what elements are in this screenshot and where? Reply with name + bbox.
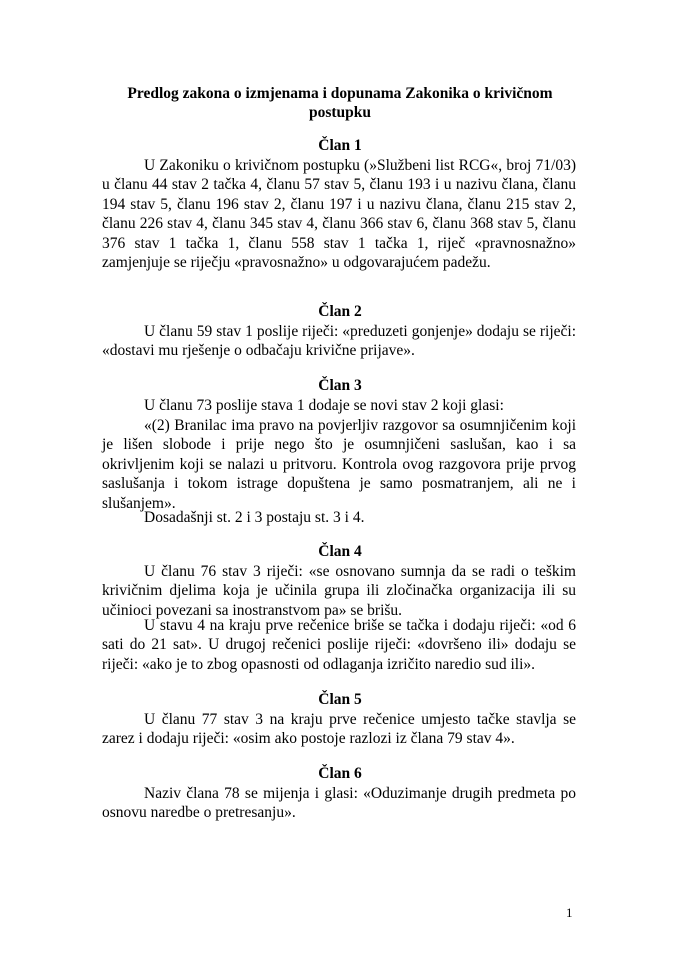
article-heading-3: Član 3 bbox=[318, 377, 362, 394]
article-heading-1: Član 1 bbox=[318, 137, 362, 154]
article-4-paragraph-1: U članu 76 stav 3 riječi: «se osnovano sumnja da se radi o teškim krivičnim djelima koja je učinila grupa ili zločinačka organizacija ili su učinioci povezani sa inostranstvom pa» se brišu. bbox=[102, 563, 576, 619]
article-4-paragraph-2: U stavu 4 na kraju prve rečenice briše se tačka i dodaju riječi: «od 6 sati do 21 sat». U drugoj rečenici poslije riječi: «dovršeno ili» dodaju se riječi: «ako je to zbog opasnosti od odlaganja izričito naredio sud ili». bbox=[102, 617, 576, 673]
article-3-paragraph-2: «(2) Branilac ima pravo na povjerljiv razgovor sa osumnjičenim koji je lišen slobode i prije nego što je osumnjičeni saslušan, kao i sa okrivljenim koji se nalazi u pritvoru. Kontrola ovog razgovora prije prvog saslušanja i tokom istrage dopuštena je samo posmatranjem, ali ne i slušanjem». bbox=[102, 417, 576, 512]
article-heading-4: Član 4 bbox=[318, 543, 362, 560]
article-2-paragraph-1: U članu 59 stav 1 poslije riječi: «preduzeti gonjenje» dodaju se riječi: «dostavi mu rješenje o odbačaju krivične prijave». bbox=[102, 323, 576, 360]
article-heading-5: Član 5 bbox=[318, 691, 362, 708]
page-number: 1 bbox=[566, 905, 573, 920]
article-3-paragraph-1: U članu 73 poslije stava 1 dodaje se novi stav 2 koji glasi: bbox=[144, 397, 504, 414]
article-heading-2: Član 2 bbox=[318, 303, 362, 320]
article-6-paragraph-1: Naziv člana 78 se mijenja i glasi: «Oduzimanje drugih predmeta po osnovu naredbe o pretresanju». bbox=[102, 785, 576, 822]
article-heading-6: Član 6 bbox=[318, 765, 362, 782]
article-1-paragraph-1: U Zakoniku o krivičnom postupku (»Službeni list RCG«, broj 71/03) u članu 44 stav 2 tačka 4, članu 57 stav 5, članu 193 i u nazivu člana, članu 194 stav 5, članu 196 stav 2, članu 197 i u nazivu člana, članu 215 stav 2, članu 226 stav 4, članu 345 stav 4, članu 366 stav 6, članu 368 stav 5, članu 376 stav 1 tačka 1, članu 558 stav 1 tačka 1, riječ «pravnosnažno» zamjenjuje se riječju «pravosnažno» u odgovarajućem padežu. bbox=[102, 157, 576, 272]
document-title: Predlog zakona o izmjenama i dopunama Zakonika o krivičnom postupku bbox=[127, 85, 553, 121]
article-3-paragraph-3: Dosadašnji st. 2 i 3 postaju st. 3 i 4. bbox=[144, 509, 365, 526]
article-5-paragraph-1: U članu 77 stav 3 na kraju prve rečenice umjesto tačke stavlja se zarez i dodaju riječi: «osim ako postoje razlozi iz člana 79 stav 4». bbox=[102, 711, 576, 748]
